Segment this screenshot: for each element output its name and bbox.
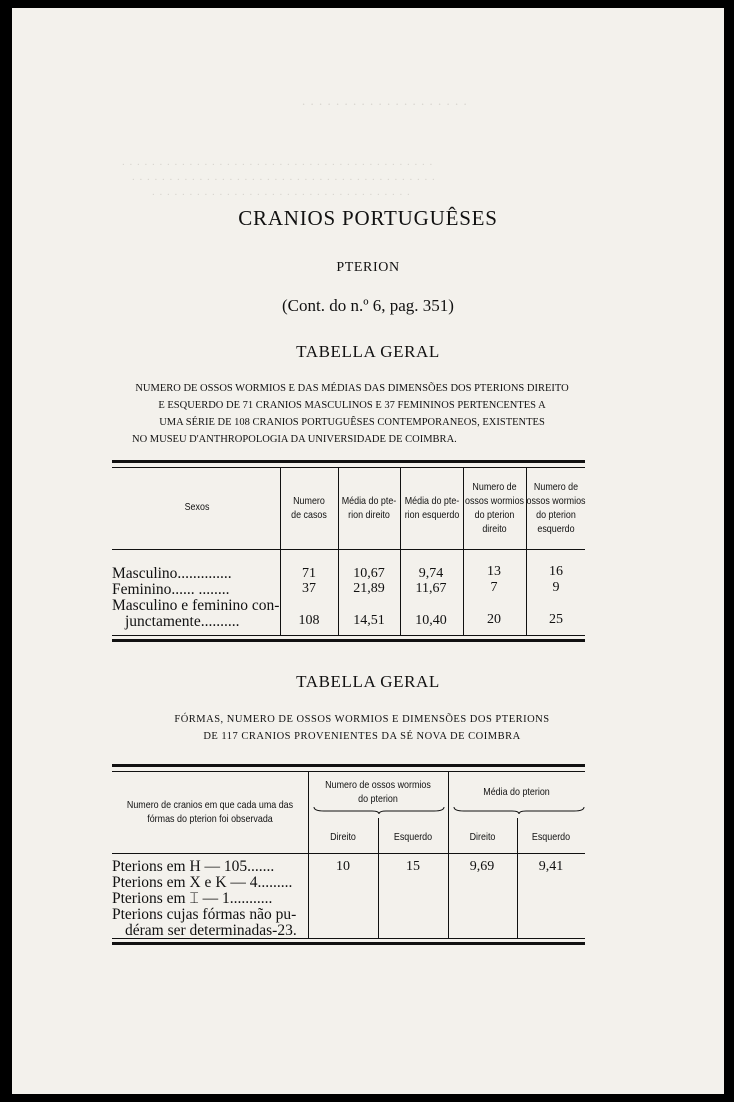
caption-line: UMA SÉRIE DE 108 CRANIOS PORTUGUÊSES CONTEMPORANEOS, EXISTENTES [159, 417, 545, 428]
bleed-through-text: . . . . . . . . . . . . . . . . . . . . . . . . . . . . . . . . . . . [152, 186, 411, 198]
header-sexos: Sexos [184, 501, 210, 513]
table-row-label: Pterions cujas fórmas não pu- [112, 906, 297, 923]
table-cell: 10,40 [415, 613, 447, 628]
page [12, 8, 724, 1094]
table-cell: 15 [406, 859, 420, 874]
table-cell: 21,89 [353, 581, 385, 596]
header-line: rion direito [348, 509, 390, 521]
table-row-label: Pterions em X e K — 4......... [112, 874, 293, 891]
table-cell: 108 [298, 613, 320, 628]
header-esquerdo: Esquerdo [393, 831, 433, 843]
header-line: Média do pte- [341, 495, 397, 507]
header-direito: Direito [330, 831, 356, 843]
table-cell: 20 [487, 612, 501, 627]
table-cell: 10,67 [353, 566, 385, 581]
table-cell: 9,41 [538, 859, 564, 874]
header-direito: Direito [469, 831, 496, 843]
table-row-label: Masculino e feminino con- [112, 597, 280, 614]
header-line: ossos wormios [526, 495, 586, 507]
subtitle: PTERION [336, 260, 400, 275]
header-line: do pterion [536, 509, 576, 521]
table-cell: 16 [549, 564, 563, 579]
brace-icon [312, 805, 446, 815]
header-line: Numero [293, 495, 325, 507]
header-wormios-esquerdo [526, 480, 586, 536]
caption-line: NO MUSEU D'ANTHROPOLOGIA DA UNIVERSIDADE DE COIMBRA. [132, 434, 457, 445]
caption-line: E ESQUERDO DE 71 CRANIOS MASCULINOS E 37 FEMININOS PERTENCENTES A [158, 400, 546, 411]
table-cell: 14,51 [353, 613, 385, 628]
table2-caption [112, 711, 612, 745]
header-casos [284, 494, 333, 522]
table-cell: 13 [487, 564, 501, 579]
continuation-note: (Cont. do n.º 6, pag. 351) [282, 296, 454, 315]
header-wormios-direito [463, 480, 525, 536]
bleed-through-text: . . . . . . . . . . . . . . . . . . . . . . . . . . . . . . . . . . . . . . . . . . [122, 156, 434, 168]
header-esquerdo: Esquerdo [531, 831, 571, 843]
page-title: CRANIOS PORTUGUÊSES [238, 206, 498, 230]
header-line: Numero de [533, 481, 579, 493]
header-media-direito [339, 494, 399, 522]
header-line: de casos [291, 509, 327, 521]
caption-line: FÓRMAS, NUMERO DE OSSOS WORMIOS E DIMENSÕES DOS PTERIONS [174, 714, 550, 725]
header-line: rion esquerdo [404, 509, 460, 521]
table-cell: 37 [302, 581, 316, 596]
caption-line: NUMERO DE OSSOS WORMIOS E DAS MÉDIAS DAS DIMENSÕES DOS PTERIONS DIREITO [135, 383, 569, 394]
table1-heading: TABELLA GERAL [296, 342, 440, 361]
header-line: esquerdo [537, 523, 575, 535]
table2-heading: TABELLA GERAL [296, 672, 440, 691]
header-formas [127, 798, 294, 826]
header-line: ossos wormios [464, 495, 525, 507]
caption-line: DE 117 CRANIOS PROVENIENTES DA SÉ NOVA DE COIMBRA [203, 731, 521, 742]
bleed-through-text: . . . . . . . . . . . . . . . . . . . . [302, 93, 468, 108]
bleed-through-text: . . . . . . . . . . . . . . . . . . . . . . . . . . . . . . . . . . . . . . . . . [132, 171, 436, 183]
header-line: fórmas do pterion foi observada [147, 813, 273, 825]
header-media: Média do pterion [483, 786, 550, 798]
header-line: Média do pte- [404, 495, 460, 507]
table-row-label-cont: junctamente.......... [125, 613, 240, 630]
table-cell: 9,74 [418, 566, 444, 581]
brace-icon [452, 805, 586, 815]
table-cell: 25 [549, 612, 563, 627]
header-line: direito [482, 523, 507, 535]
table-row-label: Feminino...... ........ [112, 581, 230, 598]
header-media-esquerdo [401, 494, 462, 522]
table-cell: 10 [336, 859, 350, 874]
table1-caption [112, 380, 592, 448]
table-cell: 9 [552, 580, 560, 595]
table-cell: 71 [302, 566, 316, 581]
table-cell: 9,69 [469, 859, 495, 874]
table-row-label: Masculino.............. [112, 565, 232, 582]
header-line: do pterion [358, 793, 398, 805]
header-line: do pterion [474, 509, 515, 521]
header-line: Numero de ossos wormios [325, 779, 431, 791]
table-cell: 11,67 [415, 581, 447, 596]
header-wormios [319, 778, 438, 806]
header-line: Numero de cranios em que cada uma das [126, 799, 294, 811]
table-row-label: déram ser determinadas-23. [125, 922, 297, 939]
table-cell: 7 [490, 580, 498, 595]
table-row-label: Pterions em H — 105....... [112, 858, 275, 875]
header-line: Numero de [472, 481, 517, 493]
table-row-label: Pterions em ⌶ — 1........... [112, 890, 273, 907]
